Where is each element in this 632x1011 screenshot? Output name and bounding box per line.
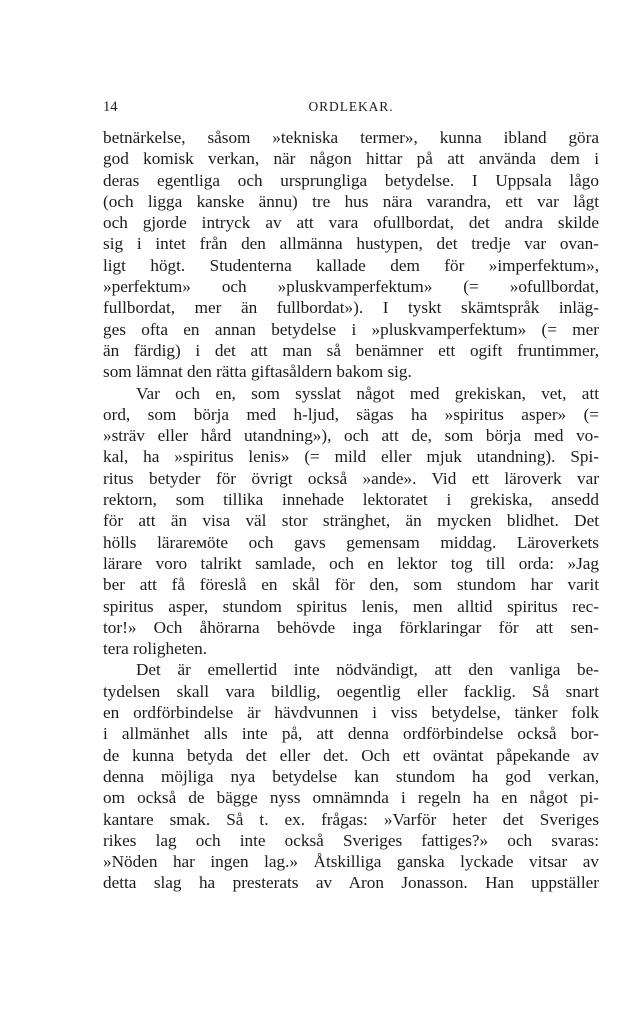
text-line: denna möjliga nya betydelse kan stundom ha god verkan,: [103, 766, 599, 786]
text-line: ritus betyder för övrigt också »ande». Vid ett läroverk var: [103, 468, 599, 488]
text-line: (och ligga kanske ännu) tre hus nära varandra, ett var lågt: [103, 191, 599, 211]
text-line: hölls lärarемöte och gavs gemensam middag. Läroverkets: [103, 532, 599, 552]
text-line: »perfektum» och »pluskvamperfektum» (= »ofullbordat,: [103, 277, 599, 297]
text-line: betnärkelse, såsom »tekniska termer», kunna ibland göra: [103, 128, 599, 147]
page-number: 14: [103, 99, 118, 115]
text-line: rektorn, som tillika innehade lektoratet i grekiska, ansedd: [103, 490, 599, 510]
text-line: god komisk verkan, när någon hittar på att använda dem i: [103, 149, 599, 169]
text-line: fullbordat, mer än fullbordat»). I tyskt skämtspråk inläg-: [103, 298, 599, 318]
text-line: i allmänhet alls inte på, att denna ordförbindelse också bor-: [103, 724, 599, 744]
text-line: som lämnat den rätta giftasåldern bakom sig.: [103, 362, 412, 382]
text-line: detta slag ha presterats av Aron Jonasson. Han uppställer: [103, 873, 599, 893]
text-line: kal, ha »spiritus lenis» (= mild eller mjuk utandning). Spi-: [103, 447, 599, 467]
page-header: [103, 95, 599, 119]
text-line: tor!» Och åhörarna behövde inga förklaringar för att sen-: [103, 617, 599, 637]
text-line: deras egentliga och ursprungliga betydelse. I Uppsala lågo: [103, 170, 599, 190]
text-line: ges ofta en annan betydelse i »pluskvamperfektum» (= mer: [103, 319, 599, 339]
text-line: spiritus asper, stundom spiritus lenis, men alltid spiritus rec-: [103, 596, 599, 616]
text-line: och gjorde intryck av att vara ofullbordat, det andra skilde: [103, 213, 599, 233]
body-text: [103, 127, 599, 894]
text-line: de kunna betyda det eller det. Och ett oväntat påpekande av: [103, 745, 599, 765]
text-line: en ordförbindelse är hävdvunnen i viss betydelse, tänker folk: [103, 703, 599, 723]
text-line: om också de bägge nyss omnämnda i regeln ha en något pi-: [103, 788, 599, 808]
text-line: sig i intet från den allmänna hustypen, det tredje var ovan-: [103, 234, 599, 254]
text-line: för att än visa väl stor stränghet, än mycken blidhet. Det: [103, 511, 599, 531]
text-line: tera roligheten.: [103, 639, 208, 659]
text-line: tydelsen skall vara bildlig, oegentlig eller facklig. Så snart: [103, 681, 599, 701]
text-line: »Nöden har ingen lag.» Åtskilliga ganska lyckade vitsar av: [103, 852, 599, 872]
text-line: kantare smak. Så t. ex. frågas: »Varför heter det Sveriges: [103, 809, 599, 829]
text-line: lärare voro talrikt samlade, och en lektor tog till orda: »Jag: [103, 553, 599, 573]
text-line: »sträv eller hård utandning»), och att de, som börja med vo-: [103, 426, 599, 446]
text-line: Det är emellertid inte nödvändigt, att den vanliga be-: [136, 660, 599, 680]
running-title: ORDLEKAR.: [308, 99, 394, 114]
text-line: ord, som börja med h-ljud, sägas ha »spiritus asper» (=: [103, 404, 599, 424]
text-line: ligt högt. Studenterna kallade dem för »imperfektum»,: [103, 255, 599, 275]
text-line: Var och en, som sysslat något med grekiskan, vet, att: [136, 383, 599, 403]
text-line: rikes lag och inte också Sveriges fattiges?» och svaras:: [103, 830, 599, 850]
text-line: än färdig) i det att man så benämner ett ogift fruntimmer,: [103, 340, 599, 360]
text-line: ber att få föreslå en skål för den, som stundom har varit: [103, 575, 599, 595]
